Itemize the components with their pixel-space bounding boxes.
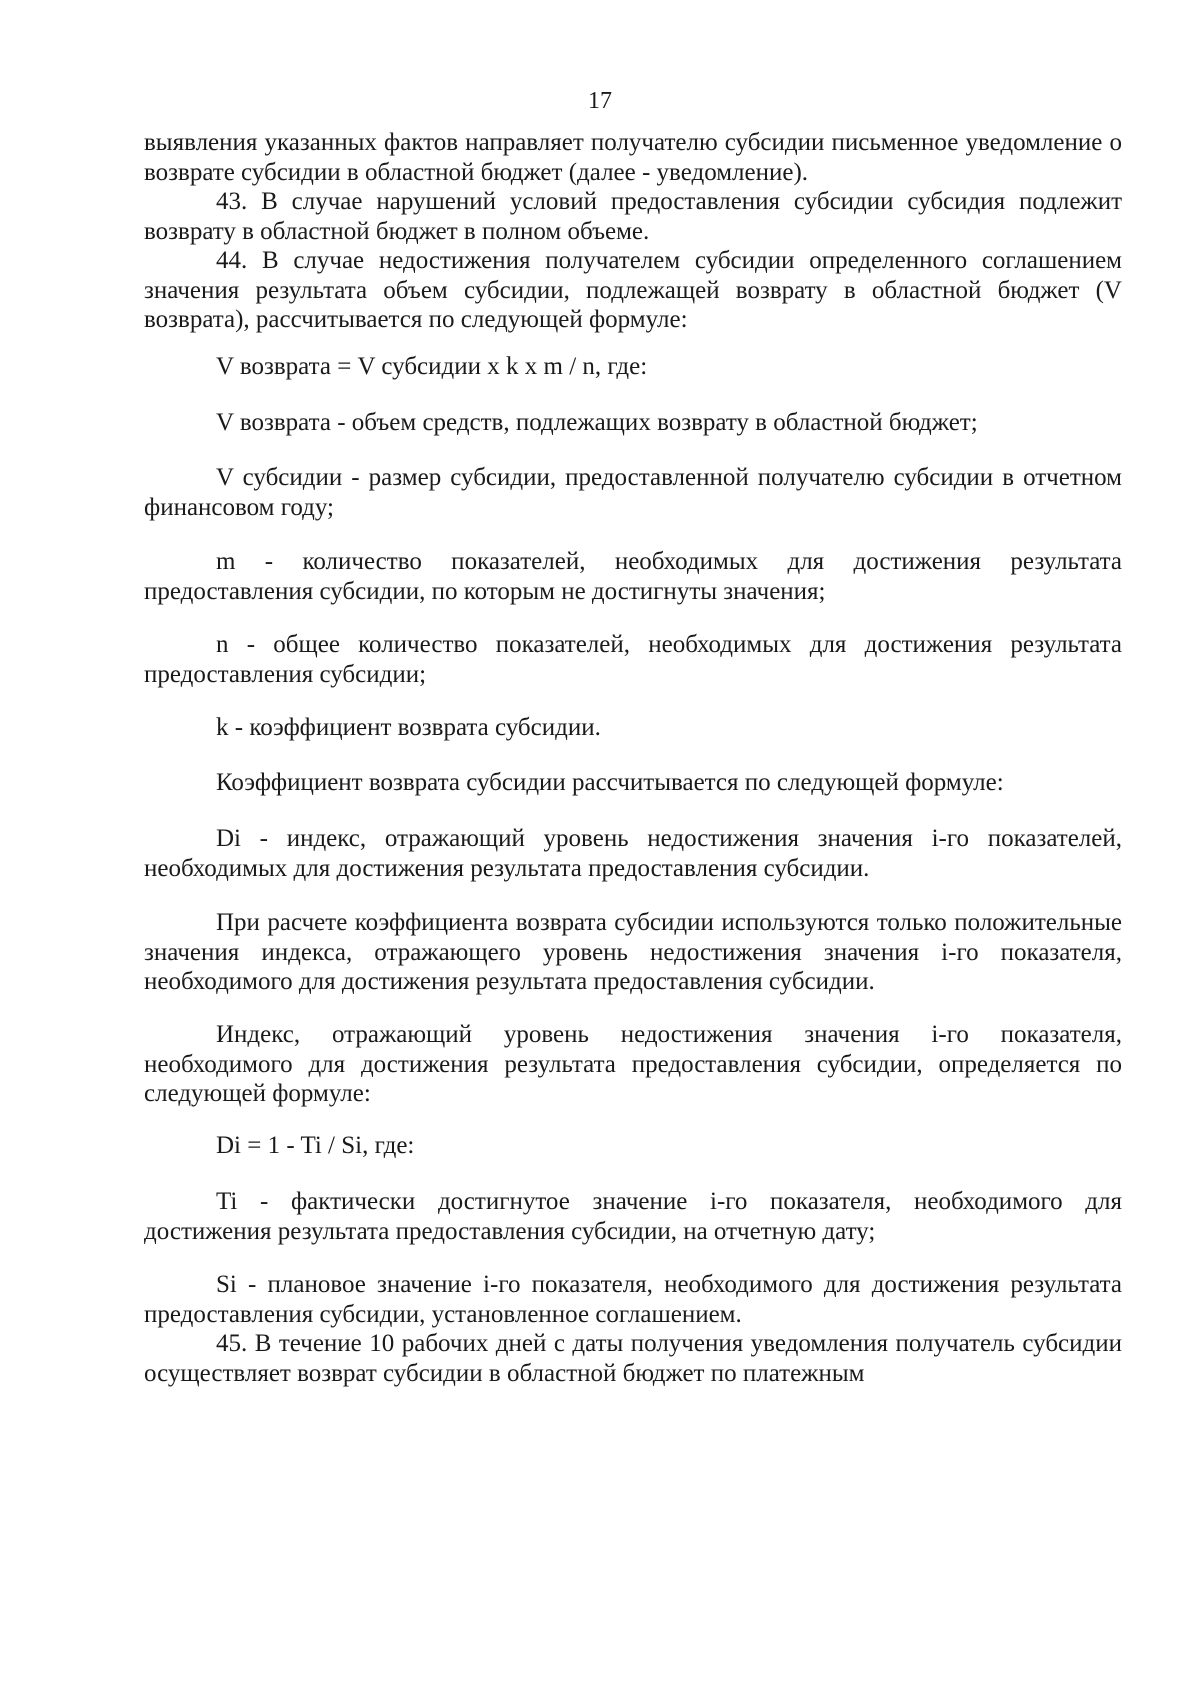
paragraph-45: 45. В течение 10 рабочих дней с даты получения уведомления получатель субсидии осуществляет возврат субсидии в областной бюджет по платежным [144,1330,1122,1387]
definition-paragraph: V субсидии - размер субсидии, предоставленной получателю субсидии в отчетном финансовом году; [144,464,1122,521]
definition-n [144,630,1122,689]
paragraph-group-end [144,1270,1122,1388]
positive-values-note [144,908,1122,997]
formula-di [144,1131,1122,1161]
paragraph-group-intro [144,128,1122,335]
definition-ti [144,1187,1122,1246]
definition-k [144,713,1122,743]
definition-paragraph: k - коэффициент возврата субсидии. [216,714,601,741]
paragraph-44: 44. В случае недостижения получателем субсидии определенного соглашением значения результата объем субсидии, подлежащей возврату в областной бюджет (V возврата), рассчитывается по следующей формуле: [144,247,1122,333]
coefficient-intro [144,768,1122,798]
formula-line: V возврата = V субсидии x k x m / n, где: [216,353,648,380]
definition-paragraph: m - количество показателей, необходимых для достижения результата предоставления субсидии, по которым не достигнуты значения; [144,548,1122,605]
definition-v-return [144,408,1122,438]
text-paragraph: При расчете коэффициента возврата субсидии используются только положительные значения индекса, отражающего уровень недостижения значения i-го показателя, необходимого для достижения результата предоставления субсидии. [144,909,1122,995]
definition-paragraph: n - общее количество показателей, необходимых для достижения результата предоставления субсидии; [144,631,1122,688]
definition-si: Si - плановое значение i-го показателя, необходимого для достижения результата предоставления субсидии, установленное соглашением. [144,1271,1122,1328]
definition-di [144,824,1122,883]
formula-line: Di = 1 - Ti / Si, где: [216,1132,415,1159]
definition-v-subsidy [144,463,1122,522]
definition-paragraph: Di - индекс, отражающий уровень недостижения значения i-го показателей, необходимых для достижения результата предоставления субсидии. [144,825,1122,882]
index-intro [144,1020,1122,1109]
definition-m [144,547,1122,606]
paragraph-continuation: выявления указанных фактов направляет получателю субсидии письменное уведомление о возврате субсидии в областной бюджет (далее - уведомление). [144,129,1122,186]
paragraph-43: 43. В случае нарушений условий предоставления субсидии субсидия подлежит возврату в областной бюджет в полном объеме. [144,188,1122,245]
formula-v-return [144,352,1122,382]
text-paragraph: Коэффициент возврата субсидии рассчитывается по следующей формуле: [216,769,1004,796]
definition-paragraph: V возврата - объем средств, подлежащих возврату в областной бюджет; [216,409,978,436]
text-paragraph: Индекс, отражающий уровень недостижения значения i-го показателя, необходимого для достижения результата предоставления субсидии, определяется по следующей формуле: [144,1021,1122,1107]
page-number: 17 [588,88,612,114]
definition-paragraph: Ti - фактически достигнутое значение i-го показателя, необходимого для достижения результата предоставления субсидии, на отчетную дату; [144,1188,1122,1245]
